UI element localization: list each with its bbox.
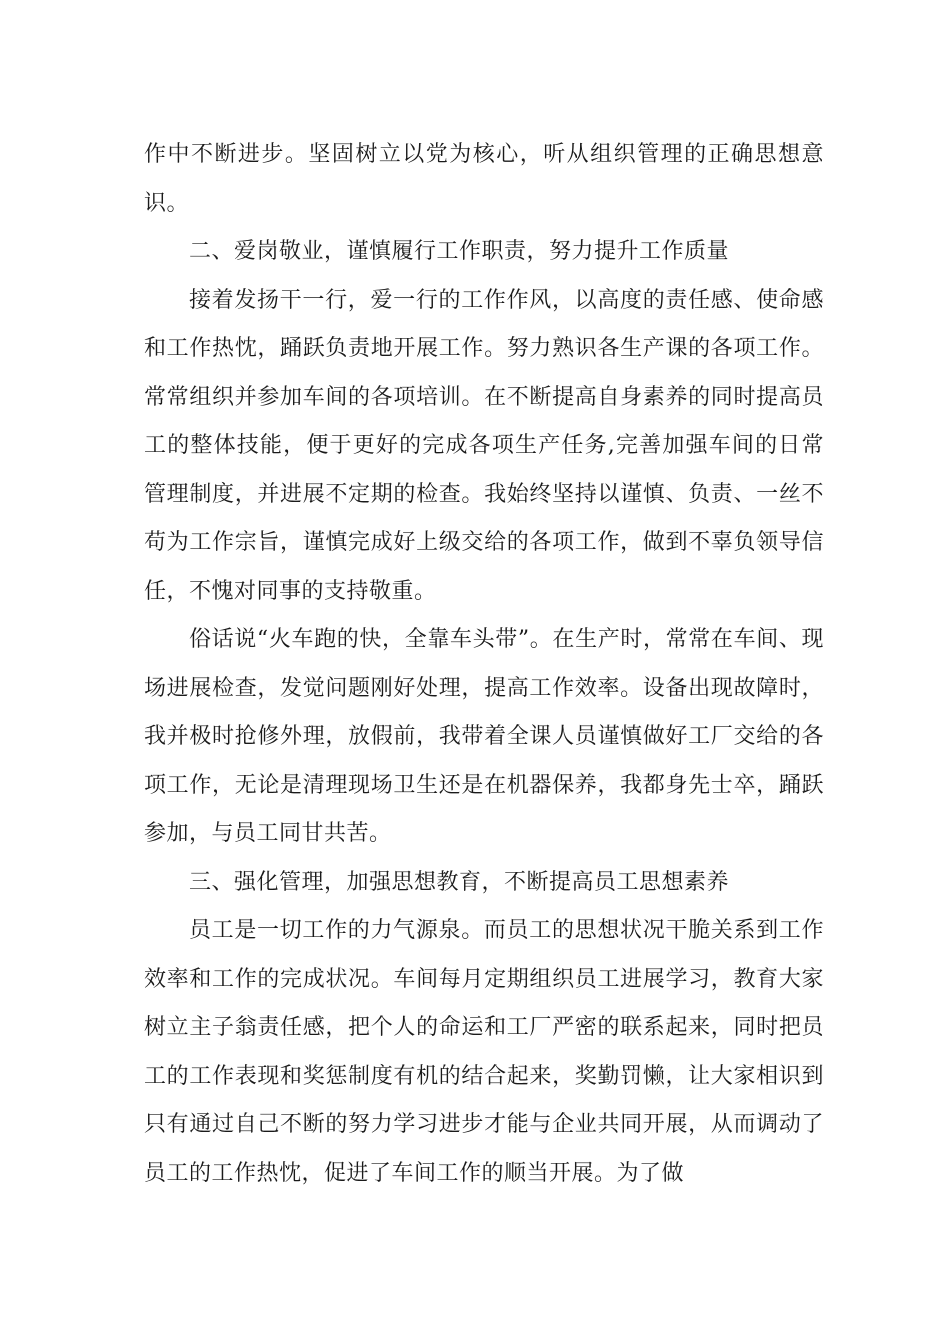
paragraph-dedication: 接着发扬干一行，爱一行的工作作风，以高度的责任感、使命感和工作热忱，踊跃负责地开展工作。努力熟识各生产课的各项工作。常常组织并参加车间的各项培训。在不断提高自身素养的同时提高员工的整体技能，便于更好的完成各项生产任务,完善加强车间的日常管理制度，并进展不定期的检查。我始终坚持以谨慎、负责、一丝不苟为工作宗旨，谨慎完成好上级交给的各项工作，做到不辜负领导信任，不愧对同事的支持敬重。 [144, 287, 824, 604]
paragraph-staff-education: 员工是一切工作的力气源泉。而员工的思想状况干脆关系到工作效率和工作的完成状况。车间每月定期组织员工进展学习，教育大家树立主子翁责任感，把个人的命运和工厂严密的联系起来，同时把员工的工作表现和奖惩制度有机的结合起来，奖勤罚懒，让大家相识到只有通过自己不断的努力学习进步才能与企业共同开展，从而调动了员工的工作热忱，促进了车间工作的顺当开展。为了做 [144, 918, 824, 1186]
section-heading-two: 二、爱岗敬业，谨慎履行工作职责，努力提升工作质量 [189, 239, 730, 264]
section-heading-three: 三、强化管理，加强思想教育，不断提高员工思想素养 [189, 869, 730, 895]
document-body [144, 131, 824, 1198]
paragraph-inspection: 俗话说“火车跑的快，全靠车头带”。在生产时，常常在车间、现场进展检查，发觉问题刚好处理，提高工作效率。设备出现故障时，我并极时抢修外理，放假前，我带着全课人员谨慎做好工厂交给的各项工作，无论是清理现场卫生还是在机器保养，我都身先士卒，踊跃参加，与员工同甘共苦。 [144, 627, 824, 846]
paragraph-continuation: 作中不断进步。坚固树立以党为核心，听从组织管理的正确思想意识。 [144, 142, 824, 216]
